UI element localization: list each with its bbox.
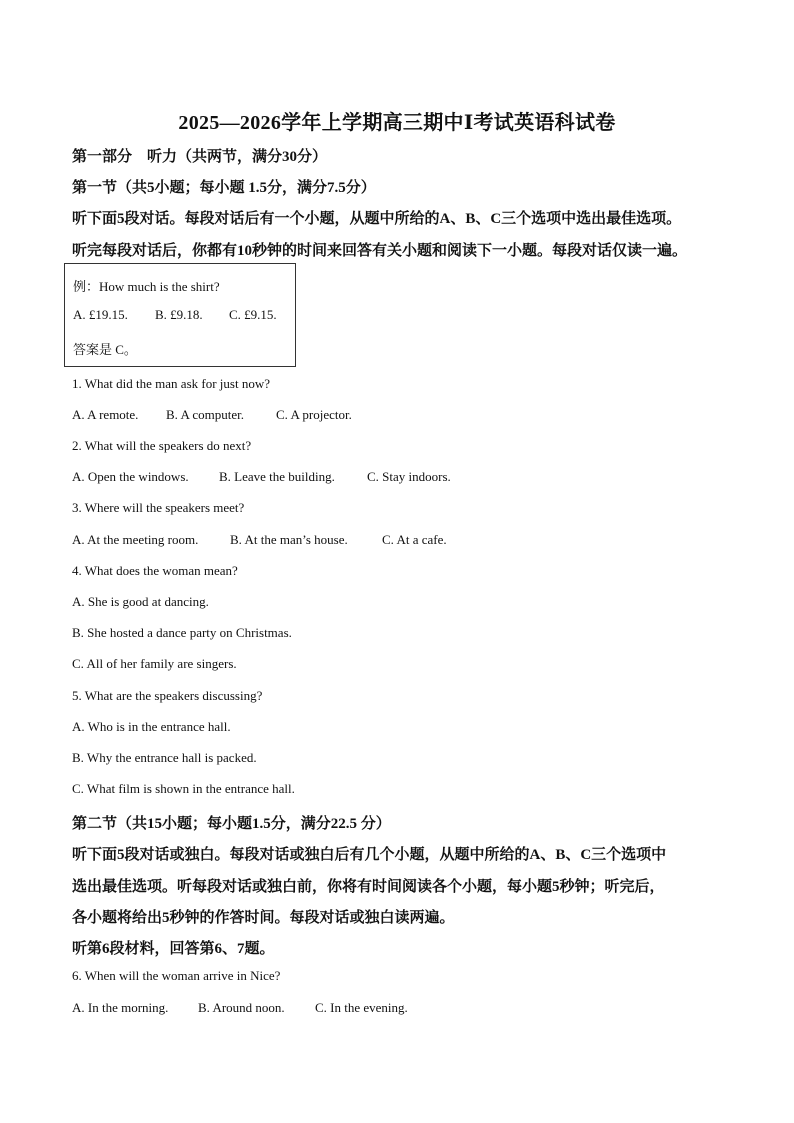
example-box <box>64 263 296 367</box>
question-6-options <box>72 1000 408 1016</box>
q5-option-a: A. Who is in the entrance hall. <box>72 719 231 734</box>
question-5: 5. What are the speakers discussing? <box>72 688 263 703</box>
section1-heading: 第一节（共5小题；每小题 1.5分，满分7.5分） <box>72 180 376 196</box>
material6-heading: 听第6段材料，回答第6、7题。 <box>72 941 275 957</box>
exam-title: 2025—2026学年上学期高三期中Ⅰ考试英语科试卷 <box>178 112 616 134</box>
section2-instruction-line: 各小题将给出5秒钟的作答时间。每段对话或独白读两遍。 <box>72 910 455 926</box>
section2-heading: 第二节（共15小题；每小题1.5分，满分22.5 分） <box>72 816 391 832</box>
example-option-a: A. £19.15. <box>73 307 128 322</box>
question-1: 1. What did the man ask for just now? <box>72 376 270 391</box>
question-6: 6. When will the woman arrive in Nice? <box>72 968 281 983</box>
example-question: 例：How much is the shirt? <box>73 279 220 294</box>
example-options <box>73 307 277 323</box>
section1-instruction-line: 听完每段对话后，你都有10秒钟的时间来回答有关小题和阅读下一小题。每段对话仅读一遍。 <box>72 243 688 259</box>
question-4: 4. What does the woman mean? <box>72 563 238 578</box>
q1-option-a: A. A remote. <box>72 407 139 422</box>
question-2-options <box>72 469 451 485</box>
q2-option-a: A. Open the windows. <box>72 469 189 484</box>
q4-option-b: B. She hosted a dance party on Christmas. <box>72 625 292 640</box>
q5-option-b: B. Why the entrance hall is packed. <box>72 750 257 765</box>
example-answer: 答案是 C。 <box>73 342 137 357</box>
q6-option-b: B. Around noon. <box>198 1000 285 1015</box>
q1-option-c: C. A projector. <box>276 407 352 422</box>
part1-heading: 第一部分 听力（共两节，满分30分） <box>72 149 328 165</box>
example-option-b: B. £9.18. <box>155 307 203 322</box>
question-1-options <box>72 407 352 423</box>
section1-instruction-line: 听下面5段对话。每段对话后有一个小题，从题中所给的A、B、C三个选项中选出最佳选项。 <box>72 211 682 227</box>
q3-option-a: A. At the meeting room. <box>72 532 199 547</box>
question-3: 3. Where will the speakers meet? <box>72 500 245 515</box>
section2-instruction-line: 选出最佳选项。听每段对话或独白前，你将有时间阅读各个小题，每小题5秒钟；听完后， <box>72 879 665 895</box>
q4-option-a: A. She is good at dancing. <box>72 594 209 609</box>
q3-option-c: C. At a cafe. <box>382 532 447 547</box>
q2-option-c: C. Stay indoors. <box>367 469 451 484</box>
q5-option-c: C. What film is shown in the entrance hall. <box>72 781 295 796</box>
section2-instruction-line: 听下面5段对话或独白。每段对话或独白后有几个小题，从题中所给的A、B、C三个选项中 <box>72 847 667 863</box>
example-option-c: C. £9.15. <box>229 307 277 322</box>
question-3-options <box>72 532 447 548</box>
q4-option-c: C. All of her family are singers. <box>72 656 237 671</box>
q6-option-c: C. In the evening. <box>315 1000 408 1015</box>
q2-option-b: B. Leave the building. <box>219 469 335 484</box>
q1-option-b: B. A computer. <box>166 407 244 422</box>
q6-option-a: A. In the morning. <box>72 1000 169 1015</box>
q3-option-b: B. At the man’s house. <box>230 532 348 547</box>
question-2: 2. What will the speakers do next? <box>72 438 252 453</box>
